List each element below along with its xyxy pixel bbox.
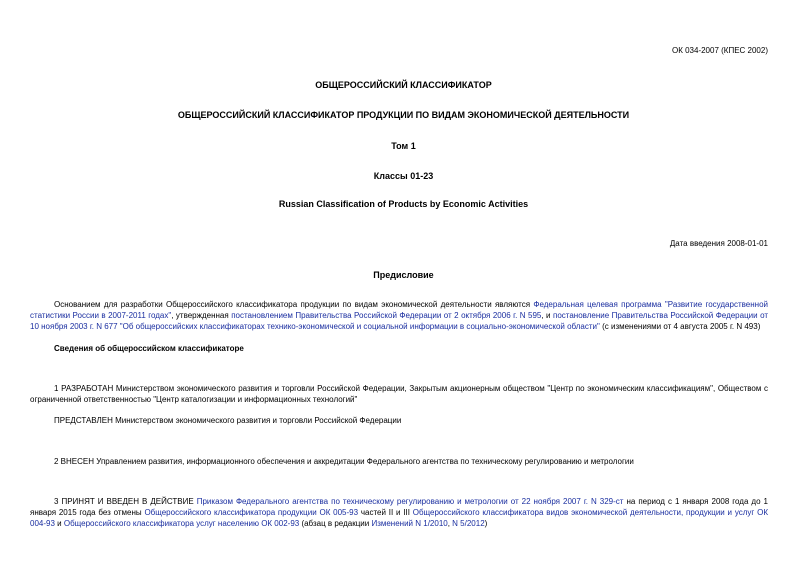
info-heading: Сведения об общероссийском классификаторе: [54, 344, 244, 353]
basis-text-2: , утвержденная: [171, 311, 232, 320]
basis-text-1: Основанием для разработки Общероссийского классификатора продукции по видам экономической деятельности являются: [54, 300, 534, 309]
item3-text-4: и: [54, 519, 64, 528]
item3-text-2: на период с 1 января 2008 года до 1 января 2015 года без отмены: [30, 497, 769, 517]
title-full: ОБЩЕРОССИЙСКИЙ КЛАССИФИКАТОР ПРОДУКЦИИ ПО ВИДАМ ЭКОНОМИЧЕСКОЙ ДЕЯТЕЛЬНОСТИ: [177, 110, 630, 120]
item3-text-5: (абзац в редакции: [299, 519, 372, 528]
item3-text-3: частей II и III: [358, 508, 413, 517]
basis-paragraph: [30, 299, 768, 332]
introduction-date: Дата введения 2008-01-01: [669, 239, 768, 248]
title-classifier: ОБЩЕРОССИЙСКИЙ КЛАССИФИКАТОР: [315, 80, 492, 90]
basis-text-4: (с изменениями от 4 августа 2005 г. N 493): [599, 322, 761, 331]
resolution-595-link[interactable]: постановлением Правительства Российской Федерации от 2 октября 2006 г. N 595: [231, 311, 542, 320]
item3-text-7: ): [484, 519, 488, 528]
ok-005-93-link[interactable]: Общероссийского классификатора продукции ОК 005-93: [144, 508, 359, 517]
basis-text-3: , и: [541, 311, 553, 320]
presented-paragraph: ПРЕДСТАВЛЕН Министерством экономического развития и торговли Российской Федерации: [54, 416, 402, 425]
resolution-677-link[interactable]: постановление Правительства Российской Федерации от 10 ноября 2003 г. N 677 "Об общероссийских классификаторах технико-экономической и социальной информации в социально-экономической области": [30, 311, 769, 331]
classes-label: Классы 01-23: [373, 171, 434, 181]
item-1-developed: 1 РАЗРАБОТАН Министерством экономического развития и торговли Российской Федерации, Закрытым акционерным обществом "Центр по экономическим классификациям", Обществом с ограниченной ответственностью "Центр каталогизации и информационных технологий": [30, 384, 768, 404]
volume-label: Том 1: [391, 141, 416, 151]
amendment-1-2010-link[interactable]: Изменений N 1/2010: [371, 519, 448, 528]
item3-text-1: 3 ПРИНЯТ И ВВЕДЕН В ДЕЙСТВИЕ: [54, 497, 197, 506]
ok-004-93-link[interactable]: Общероссийского классификатора видов экономической деятельности, продукции и услуг ОК 004-93: [30, 508, 768, 528]
item3-text-6: ,: [447, 519, 453, 528]
preface-heading: Предисловие: [373, 270, 434, 280]
amendment-5-2012-link[interactable]: N 5/2012: [452, 519, 485, 528]
ok-002-93-link[interactable]: Общероссийского классификатора услуг населению ОК 002-93: [63, 519, 300, 528]
document-code: ОК 034-2007 (КПЕС 2002): [671, 46, 768, 55]
item-2-introduced: 2 ВНЕСЕН Управлением развития, информационного обеспечения и аккредитации Федерального агентства по техническому регулированию и метрологии: [54, 457, 634, 466]
item-3-adopted: [30, 496, 768, 529]
order-329-link[interactable]: Приказом Федерального агентства по техническому регулированию и метрологии от 22 ноября 2007 г. N 329-ст: [196, 497, 624, 506]
federal-program-link[interactable]: Федеральная целевая программа "Развитие государственной статистики России в 2007-2011 годах": [30, 300, 768, 320]
english-title: Russian Classification of Products by Economic Activities: [278, 199, 529, 209]
